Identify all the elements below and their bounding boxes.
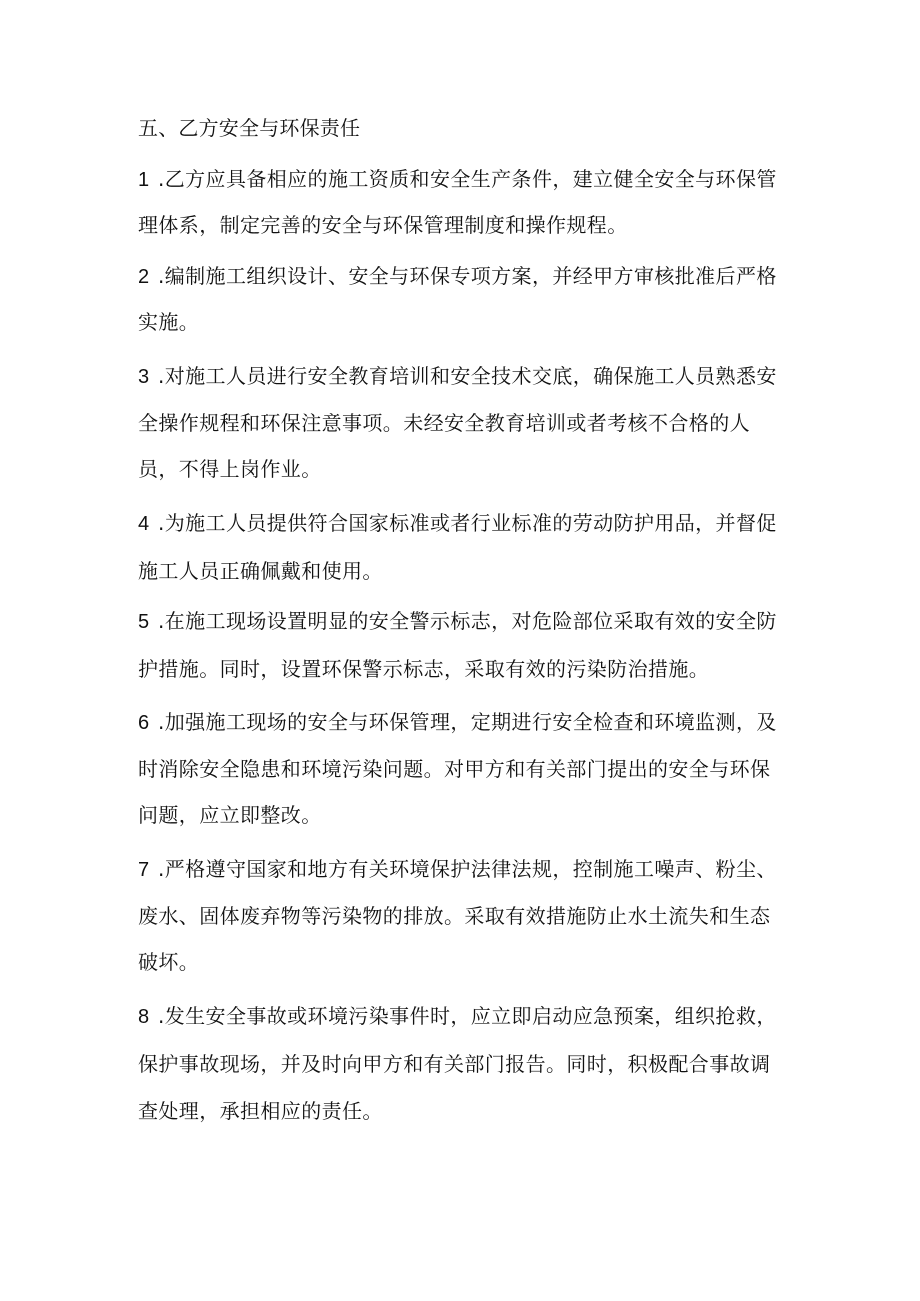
list-item-8-line-3: 查处理，承担相应的责任。 xyxy=(138,1099,383,1123)
item-text: .加强施工现场的安全与环保管理，定期进行安全检查和环境监测，及 xyxy=(158,710,777,734)
item-number: 5 xyxy=(138,611,150,633)
list-item-1-line-2: 理体系，制定完善的安全与环保管理制度和操作规程。 xyxy=(138,213,628,237)
list-item-3-line-2: 全操作规程和环保注意事项。未经安全教育培训或者考核不合格的人 xyxy=(138,411,750,435)
list-item-7-line-2: 废水、固体废弃物等污染物的排放。采取有效措施防止水土流失和生态 xyxy=(138,904,771,928)
list-item-6-line-3: 问题，应立即整改。 xyxy=(138,803,322,827)
item-text: .在施工现场设置明显的安全警示标志，对危险部位采取有效的安全防 xyxy=(158,609,777,633)
item-number: 1 xyxy=(138,169,150,191)
item-number: 2 xyxy=(138,266,150,288)
list-item-3-line-3: 员，不得上岗作业。 xyxy=(138,457,322,481)
list-item-6-line-1 xyxy=(138,708,777,737)
item-text: .乙方应具备相应的施工资质和安全生产条件，建立健全安全与环保管 xyxy=(158,167,777,191)
item-number: 7 xyxy=(138,859,150,881)
item-number: 4 xyxy=(138,513,150,535)
list-item-3-line-1 xyxy=(138,362,777,391)
list-item-6-line-2: 时消除安全隐患和环境污染问题。对甲方和有关部门提出的安全与环保 xyxy=(138,757,771,781)
list-item-8-line-1 xyxy=(138,1002,777,1031)
list-item-5-line-2: 护措施。同时，设置环保警示标志，采取有效的污染防治措施。 xyxy=(138,657,710,681)
item-text: .严格遵守国家和地方有关环境保护法律法规，控制施工噪声、粉尘、 xyxy=(158,857,777,881)
item-text: .发生安全事故或环境污染事件时，应立即启动应急预案，组织抢救， xyxy=(158,1004,777,1028)
item-text: .为施工人员提供符合国家标准或者行业标准的劳动防护用品，并督促 xyxy=(158,511,777,535)
list-item-2-line-1 xyxy=(138,262,777,291)
list-item-5-line-1 xyxy=(138,607,777,636)
section-heading: 五、乙方安全与环保责任 xyxy=(138,116,361,140)
item-number: 3 xyxy=(138,366,150,388)
item-text: .对施工人员进行安全教育培训和安全技术交底，确保施工人员熟悉安 xyxy=(158,364,777,388)
item-number: 8 xyxy=(138,1006,150,1028)
list-item-4-line-1 xyxy=(138,509,777,538)
list-item-7-line-3: 破坏。 xyxy=(138,950,200,974)
item-number: 6 xyxy=(138,712,150,734)
list-item-2-line-2: 实施。 xyxy=(138,310,200,334)
list-item-1-line-1 xyxy=(138,165,777,194)
list-item-8-line-2: 保护事故现场，并及时向甲方和有关部门报告。同时，积极配合事故调 xyxy=(138,1052,771,1076)
list-item-7-line-1 xyxy=(138,855,777,884)
list-item-4-line-2: 施工人员正确佩戴和使用。 xyxy=(138,559,383,583)
item-text: .编制施工组织设计、安全与环保专项方案，并经甲方审核批准后严格 xyxy=(158,264,777,288)
